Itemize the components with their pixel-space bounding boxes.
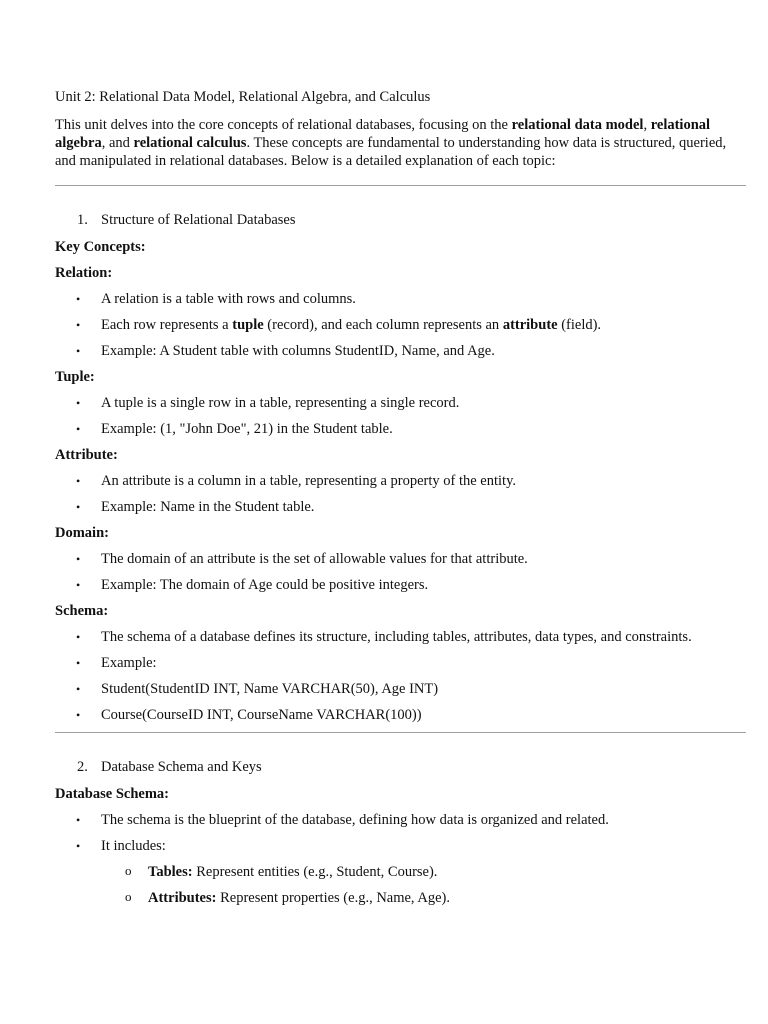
intro-text: , and <box>101 135 134 151</box>
includes-sublist <box>55 863 745 907</box>
subheading-domain: Domain: <box>55 524 109 541</box>
section-heading <box>55 758 745 776</box>
list-item-text: (field). <box>557 316 602 333</box>
list-item-text: (record), and each column represents an <box>263 316 503 333</box>
sublist-item <box>55 889 745 907</box>
section-heading <box>55 211 745 229</box>
list-item: • Example: (1, "John Doe", 21) in the Student table. <box>55 420 745 438</box>
list-item: • A relation is a table with rows and columns. <box>55 290 745 308</box>
intro-paragraph <box>55 116 745 170</box>
list-item: • Course(CourseID INT, CourseName VARCHAR(100)) <box>55 706 745 724</box>
list-item: • Example: The domain of Age could be positive integers. <box>55 576 745 594</box>
intro-bold-term: relational calculus <box>133 135 247 151</box>
sublist-item-bold: Tables: <box>148 863 193 880</box>
subheading-attribute: Attribute: <box>55 446 118 463</box>
section-title: Structure of Relational Databases <box>101 211 296 228</box>
section-number: 1. <box>77 211 88 228</box>
section-number: 2. <box>77 758 88 775</box>
domain-list <box>55 550 745 594</box>
intro-text: . These concepts are fundamental to understanding how data is structured, queried, and manipulated in relational databases. Below is a detailed explanation of each topic: <box>55 135 727 169</box>
list-item <box>55 316 745 334</box>
database-schema-list <box>55 811 745 855</box>
subheading-relation: Relation: <box>55 264 113 281</box>
horizontal-rule <box>55 732 746 733</box>
schema-list <box>55 628 745 724</box>
list-item: • Student(StudentID INT, Name VARCHAR(50), Age INT) <box>55 680 745 698</box>
list-item: • An attribute is a column in a table, representing a property of the entity. <box>55 472 745 490</box>
section-title: Database Schema and Keys <box>101 758 262 775</box>
attribute-list <box>55 472 745 516</box>
intro-text: This unit delves into the core concepts of relational databases, focusing on the <box>55 117 512 133</box>
intro-text: , <box>643 117 651 133</box>
document-title: Unit 2: Relational Data Model, Relational Algebra, and Calculus <box>55 89 431 105</box>
list-item: • The domain of an attribute is the set of allowable values for that attribute. <box>55 550 745 568</box>
list-item: • The schema of a database defines its structure, including tables, attributes, data types, and constraints. <box>55 628 745 646</box>
subheading-database-schema: Database Schema: <box>55 785 169 802</box>
list-item: • It includes: <box>55 837 745 855</box>
document-page <box>55 85 745 907</box>
sublist-item <box>55 863 745 881</box>
list-item: • The schema is the blueprint of the database, defining how data is organized and related. <box>55 811 745 829</box>
list-item: • A tuple is a single row in a table, representing a single record. <box>55 394 745 412</box>
sublist-item-text: Represent properties (e.g., Name, Age). <box>216 889 450 906</box>
subheading-schema: Schema: <box>55 602 109 619</box>
sublist-item-text: Represent entities (e.g., Student, Course). <box>192 863 438 880</box>
intro-bold-term: relational data model <box>511 117 644 133</box>
list-item-bold: attribute <box>502 316 558 333</box>
sublist-item-bold: Attributes: <box>148 889 217 906</box>
list-item-bold: tuple <box>232 316 264 333</box>
list-item: • Example: A Student table with columns StudentID, Name, and Age. <box>55 342 745 360</box>
intro-bold-term: relational algebra <box>55 117 711 151</box>
relation-list <box>55 290 745 360</box>
subheading-key-concepts: Key Concepts: <box>55 238 146 255</box>
list-item: • Example: <box>55 654 745 672</box>
tuple-list <box>55 394 745 438</box>
list-item: • Example: Name in the Student table. <box>55 498 745 516</box>
subheading-tuple: Tuple: <box>55 368 95 385</box>
list-item-text: Each row represents a <box>101 316 233 333</box>
horizontal-rule <box>55 185 746 186</box>
